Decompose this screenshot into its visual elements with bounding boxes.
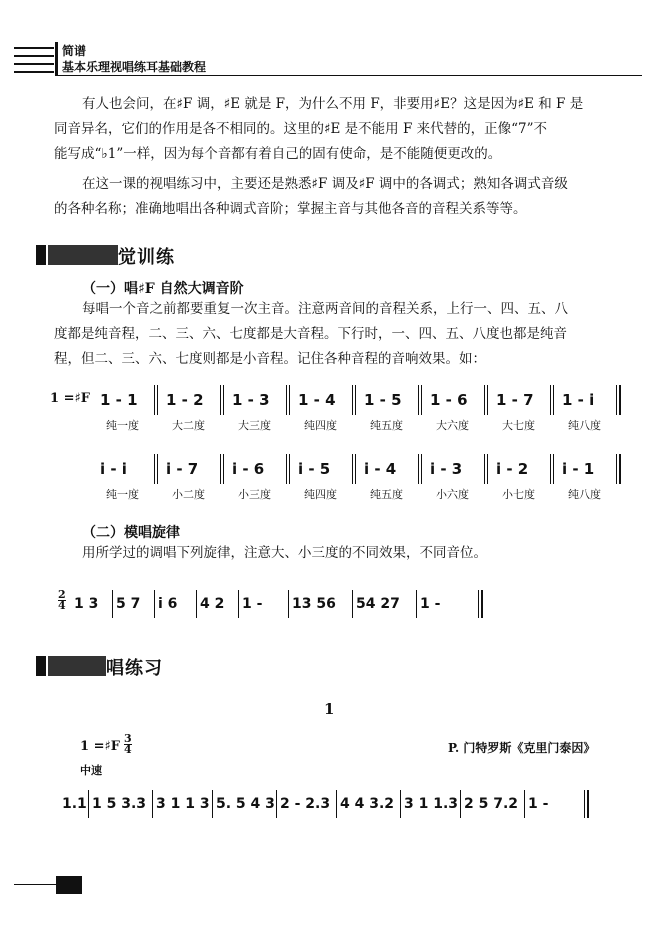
barline bbox=[487, 385, 488, 415]
barline bbox=[587, 790, 589, 818]
barline bbox=[223, 454, 224, 484]
header-series-title: 简谱 bbox=[62, 44, 87, 58]
interval-label: 纯一度 bbox=[106, 488, 139, 501]
barline bbox=[336, 790, 337, 818]
barline bbox=[154, 454, 155, 484]
measure: 2 5 7.2 bbox=[464, 796, 519, 812]
intro-paragraph-2 bbox=[54, 172, 568, 222]
measure: 1 - bbox=[420, 596, 441, 612]
measure: 1 5 3.3 bbox=[92, 796, 147, 812]
barline bbox=[478, 590, 479, 618]
barline bbox=[418, 385, 419, 415]
subsection-text: 用所学过的调唱下列旋律，注意大、小三度的不同效果，不同音位。 bbox=[82, 545, 487, 561]
interval-notes: 1 - 6 bbox=[430, 391, 468, 409]
barline bbox=[619, 385, 621, 415]
interval-notes: 1 - 7 bbox=[496, 391, 534, 409]
interval-label: 纯五度 bbox=[370, 419, 403, 432]
barline bbox=[487, 454, 488, 484]
interval-label: 小六度 bbox=[436, 488, 469, 501]
barline bbox=[157, 385, 158, 415]
barline bbox=[154, 385, 155, 415]
barline bbox=[421, 454, 422, 484]
barline bbox=[355, 454, 356, 484]
measure: 2 - 2.3 bbox=[280, 796, 331, 812]
measure: 3 1 1.3 bbox=[404, 796, 459, 812]
measure: 1 3 bbox=[74, 596, 99, 612]
barline bbox=[223, 385, 224, 415]
interval-label: 纯四度 bbox=[304, 419, 337, 432]
barline bbox=[196, 590, 197, 618]
header-rule bbox=[14, 55, 54, 57]
barline bbox=[484, 385, 485, 415]
section-marker-bar bbox=[48, 656, 106, 676]
interval-notes: 1 - i bbox=[562, 391, 595, 409]
interval-label: 小七度 bbox=[502, 488, 535, 501]
header-rule bbox=[14, 71, 54, 73]
key-signature: 1 =♯F bbox=[80, 739, 120, 754]
section-title: 唱练习 bbox=[106, 658, 163, 679]
text-line: 度都是纯音程，二、三、六、七度都是大音程。下行时，一、四、五、八度也都是纯音 bbox=[54, 326, 567, 342]
interval-notes: 1 - 3 bbox=[232, 391, 270, 409]
interval-label: 大二度 bbox=[172, 419, 205, 432]
measure: i 6 bbox=[158, 596, 178, 612]
header-rule bbox=[14, 63, 54, 65]
barline bbox=[352, 590, 353, 618]
header-book-title: 基本乐理视唱练耳基础教程 bbox=[62, 60, 207, 74]
barline bbox=[418, 454, 419, 484]
barline bbox=[154, 590, 155, 618]
interval-notes: i - 4 bbox=[364, 460, 397, 478]
barline bbox=[584, 790, 585, 818]
barline bbox=[553, 385, 554, 415]
interval-label: 纯八度 bbox=[568, 488, 601, 501]
interval-label: 纯八度 bbox=[568, 419, 601, 432]
interval-notes: 1 - 2 bbox=[166, 391, 204, 409]
measure: 1 - bbox=[528, 796, 549, 812]
barline bbox=[484, 454, 485, 484]
barline bbox=[352, 385, 353, 415]
header-rule bbox=[14, 47, 54, 49]
key-signature: 1 =♯F bbox=[50, 391, 90, 406]
interval-label: 小三度 bbox=[238, 488, 271, 501]
source-attribution: P. 门特罗斯《克里门泰因》 bbox=[448, 741, 596, 755]
interval-label: 大七度 bbox=[502, 419, 535, 432]
barline bbox=[157, 454, 158, 484]
text-line: 有人也会问，在♯F 调，♯E 就是 F，为什么不用 F，非要用♯E？这是因为♯E 和 F 是 bbox=[82, 96, 584, 112]
interval-label: 小二度 bbox=[172, 488, 205, 501]
measure: 5. 5 4 3 bbox=[216, 796, 275, 812]
section-title: 觉训练 bbox=[118, 247, 175, 268]
text-line: 的各种名称；准确地唱出各种调式音阶；掌握主音与其他各音的音程关系等等。 bbox=[54, 201, 527, 217]
barline bbox=[220, 385, 221, 415]
subsection-title: （二）模唱旋律 bbox=[82, 525, 180, 541]
barline bbox=[524, 790, 525, 818]
barline bbox=[152, 790, 153, 818]
barline bbox=[416, 590, 417, 618]
barline bbox=[616, 454, 617, 484]
barline bbox=[112, 590, 113, 618]
subsection-title: （一）唱♯F 自然大调音阶 bbox=[82, 281, 244, 297]
text-line: 同音异名，它们的作用是各不相同的。这里的♯E 是不能用 F 来代替的，正像“7”不 bbox=[54, 121, 548, 137]
interval-notes: 1 - 1 bbox=[100, 391, 138, 409]
interval-label: 纯四度 bbox=[304, 488, 337, 501]
barline bbox=[220, 454, 221, 484]
measure: 13 56 bbox=[292, 596, 336, 612]
interval-notes: i - 3 bbox=[430, 460, 463, 478]
footer-rule bbox=[14, 884, 56, 885]
measure: 1.1 bbox=[62, 796, 87, 812]
time-signature: 3 4 bbox=[124, 732, 132, 756]
interval-notes: i - 6 bbox=[232, 460, 265, 478]
barline bbox=[481, 590, 483, 618]
measure: 5 7 bbox=[116, 596, 141, 612]
measure: 1 - bbox=[242, 596, 263, 612]
subsection-text bbox=[54, 297, 568, 372]
measure: 54 27 bbox=[356, 596, 400, 612]
interval-notes: 1 - 4 bbox=[298, 391, 336, 409]
interval-notes: i - 5 bbox=[298, 460, 331, 478]
barline bbox=[289, 454, 290, 484]
header-divider bbox=[55, 42, 58, 76]
barline bbox=[352, 454, 353, 484]
barline bbox=[88, 790, 89, 818]
interval-notes: i - 7 bbox=[166, 460, 199, 478]
time-signature: 2 4 bbox=[58, 588, 66, 612]
barline bbox=[550, 454, 551, 484]
interval-notes: i - 1 bbox=[562, 460, 595, 478]
tempo-marking: 中速 bbox=[80, 764, 102, 777]
section-marker bbox=[36, 245, 46, 265]
barline bbox=[553, 454, 554, 484]
measure: 4 4 3.2 bbox=[340, 796, 395, 812]
measure: 4 2 bbox=[200, 596, 225, 612]
barline bbox=[550, 385, 551, 415]
barline bbox=[355, 385, 356, 415]
barline bbox=[400, 790, 401, 818]
text-line: 在这一课的视唱练习中，主要还是熟悉♯F 调及♯F 调中的各调式；熟知各调式音级 bbox=[82, 176, 568, 192]
barline bbox=[460, 790, 461, 818]
intro-paragraph-1 bbox=[54, 92, 584, 167]
barline bbox=[286, 385, 287, 415]
interval-label: 大三度 bbox=[238, 419, 271, 432]
interval-notes: 1 - 5 bbox=[364, 391, 402, 409]
barline bbox=[212, 790, 213, 818]
footer-block bbox=[56, 876, 82, 894]
barline bbox=[286, 454, 287, 484]
interval-label: 纯一度 bbox=[106, 419, 139, 432]
header-underline bbox=[58, 75, 642, 76]
section-marker-bar bbox=[48, 245, 118, 265]
interval-notes: i - i bbox=[100, 460, 127, 478]
interval-label: 大六度 bbox=[436, 419, 469, 432]
text-line: 程，但二、三、六、七度则都是小音程。记住各种音程的音响效果。如： bbox=[54, 351, 486, 367]
interval-label: 纯五度 bbox=[370, 488, 403, 501]
exercise-number: 1 bbox=[324, 700, 335, 718]
barline bbox=[288, 590, 289, 618]
barline bbox=[289, 385, 290, 415]
section-marker bbox=[36, 656, 46, 676]
barline bbox=[276, 790, 277, 818]
barline bbox=[421, 385, 422, 415]
text-line: 能写成“♭1”一样，因为每个音都有着自己的固有使命，是不能随便更改的。 bbox=[54, 146, 502, 162]
barline bbox=[619, 454, 621, 484]
text-line: 每唱一个音之前都要重复一次主音。注意两音间的音程关系，上行一、四、五、八 bbox=[82, 301, 568, 317]
measure: 3 1 1 3 bbox=[156, 796, 210, 812]
barline bbox=[616, 385, 617, 415]
interval-notes: i - 2 bbox=[496, 460, 529, 478]
barline bbox=[238, 590, 239, 618]
